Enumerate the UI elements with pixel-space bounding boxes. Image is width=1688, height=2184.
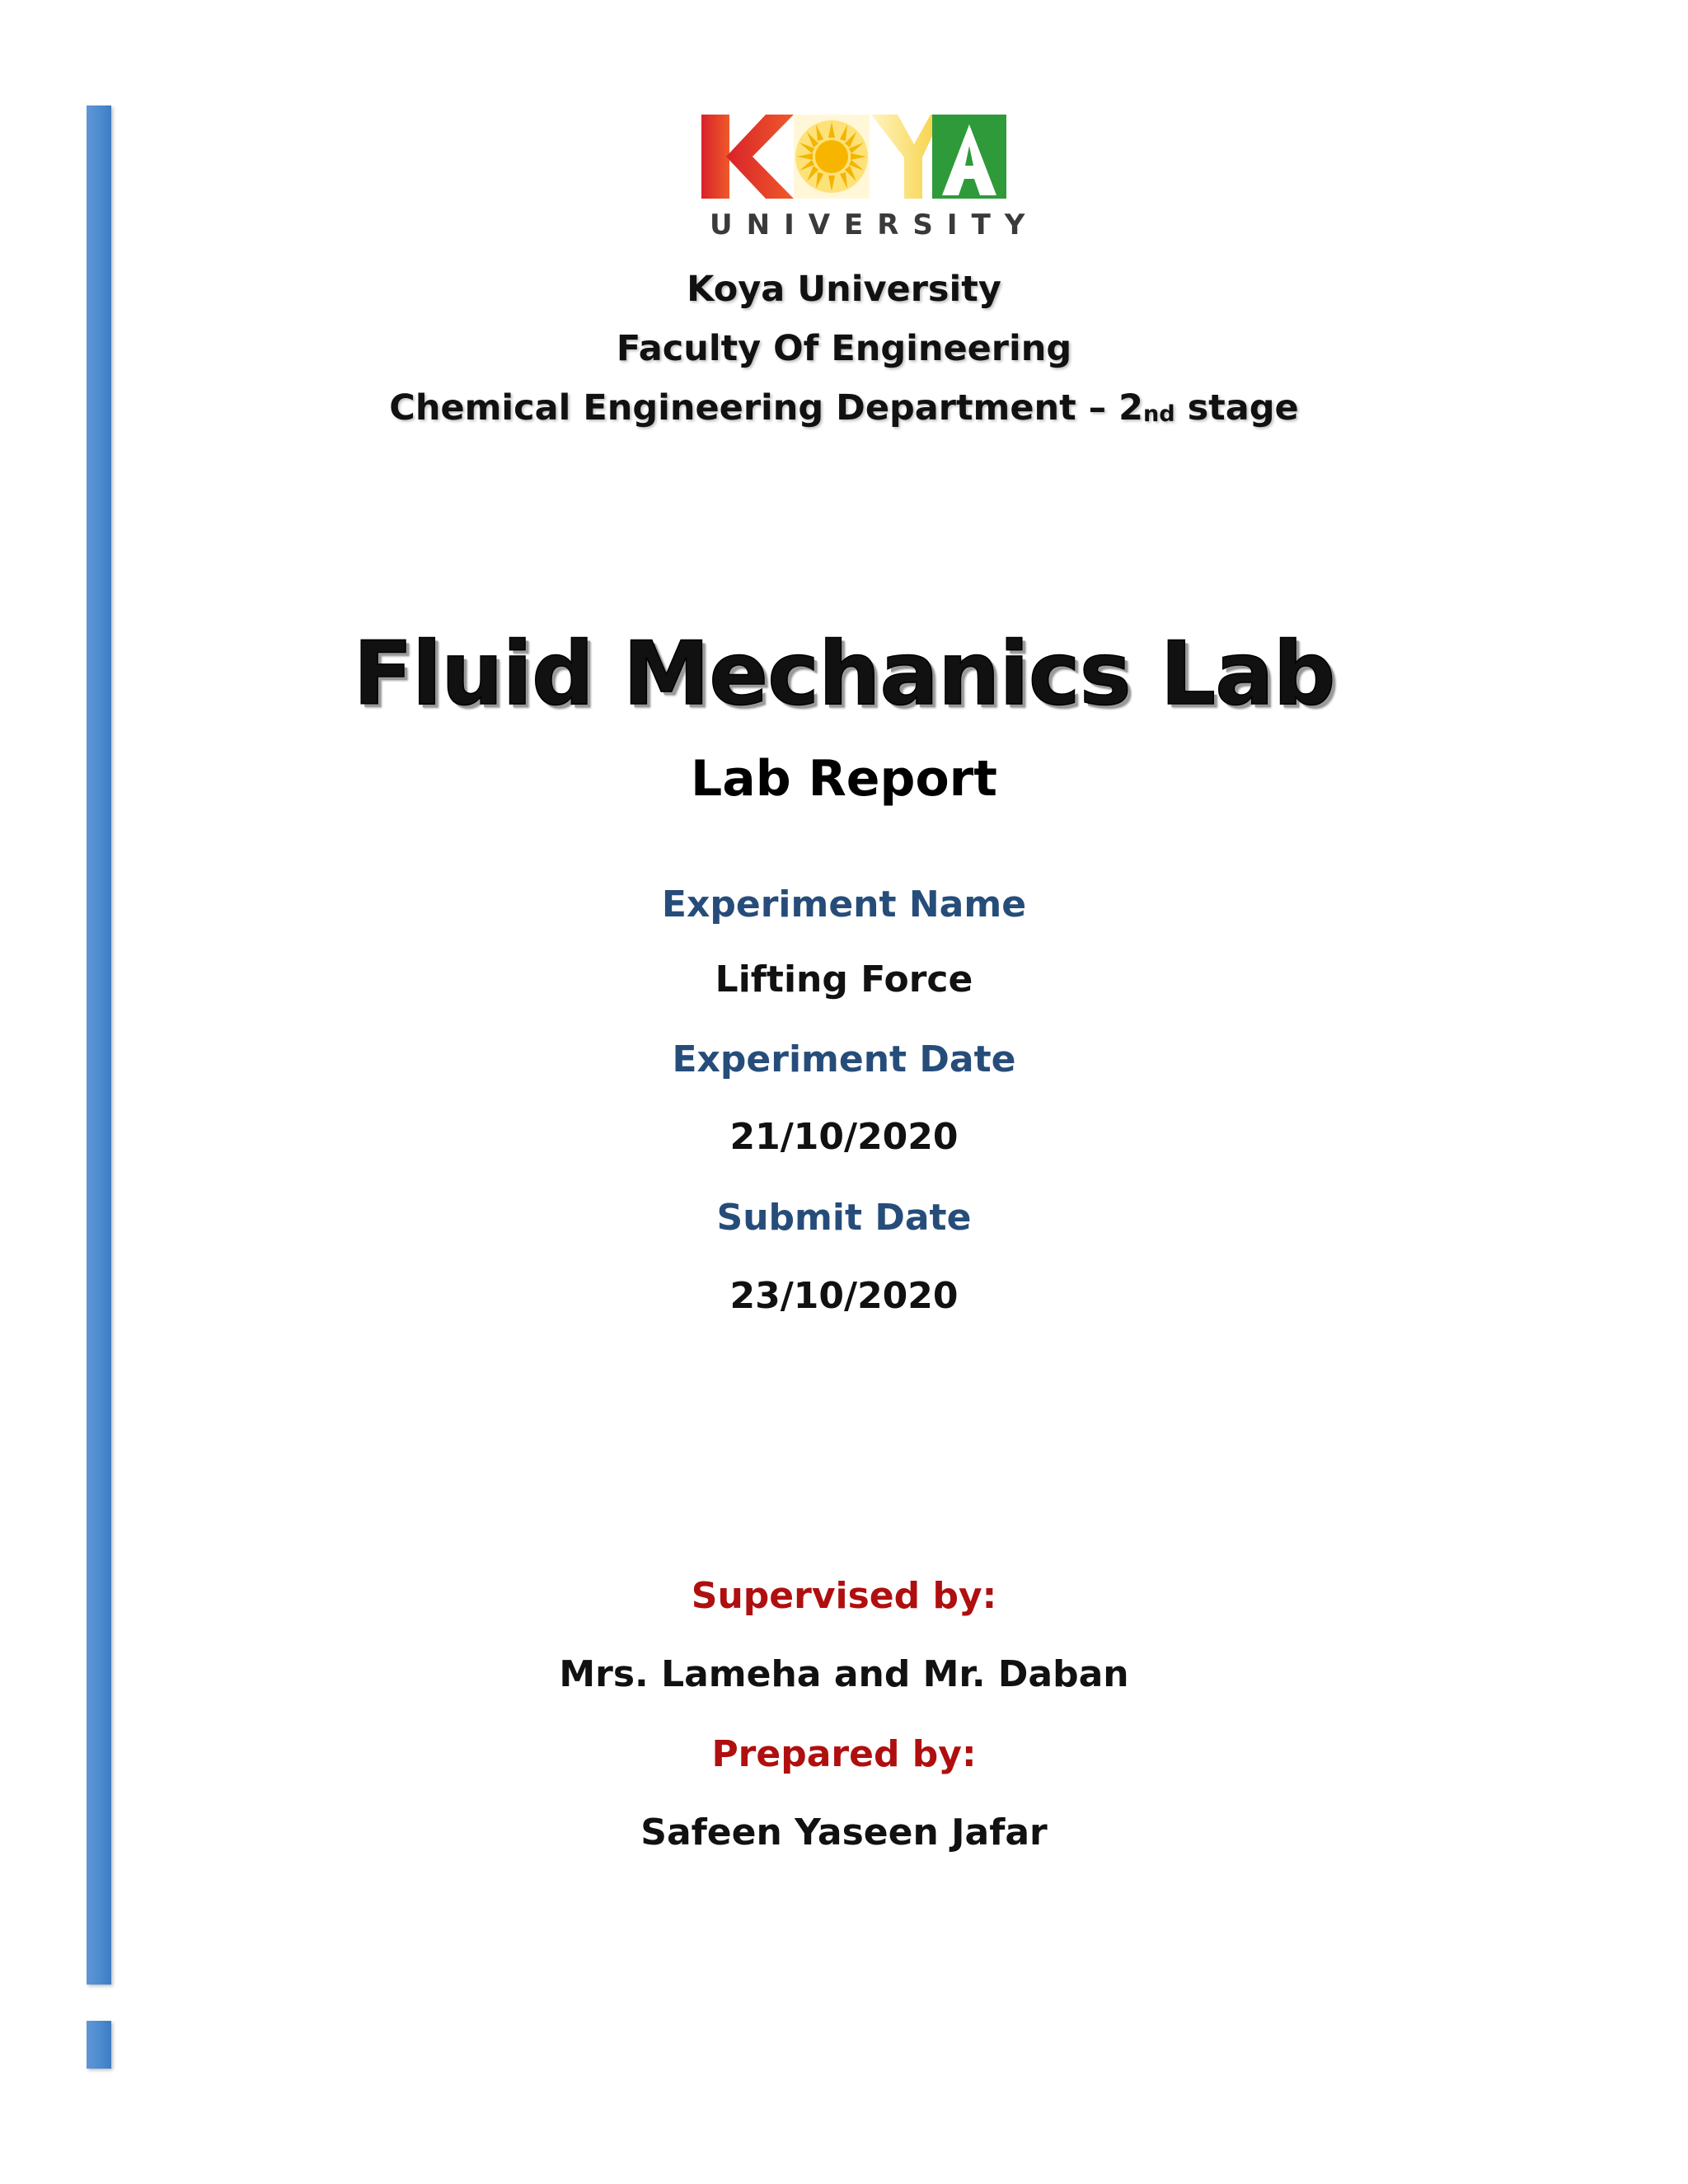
logo-letter-a [932, 115, 1006, 199]
department-prefix: Chemical Engineering Department – 2 [389, 387, 1144, 429]
logo-letter-k [701, 115, 794, 199]
department-ordinal: nd [1143, 401, 1175, 427]
experiment-date-value: 21/10/2020 [729, 1116, 959, 1158]
koya-university-logo [701, 111, 1039, 243]
logo-sun-o [794, 115, 870, 199]
department-suffix: stage [1175, 387, 1299, 429]
logo-letter-y [871, 115, 942, 199]
department-line [0, 387, 1688, 429]
report-subtitle: Lab Report [691, 750, 997, 808]
logo-university-text: UNIVERSITY [710, 209, 1039, 241]
faculty-name: Faculty Of Engineering [616, 328, 1072, 369]
submit-date-label: Submit Date [716, 1197, 972, 1239]
koya-wordmark-icon [701, 111, 1006, 202]
submit-date-value: 23/10/2020 [729, 1275, 959, 1317]
experiment-name-label: Experiment Name [661, 883, 1027, 926]
university-name: Koya University [687, 269, 1001, 310]
experiment-date-label: Experiment Date [672, 1038, 1016, 1080]
student-name: Safeen Yaseen Jafar [640, 1811, 1048, 1854]
prepared-by-label: Prepared by: [711, 1733, 977, 1775]
experiment-name-value: Lifting Force [715, 958, 973, 1001]
side-accent-bar-small [87, 2021, 111, 2069]
report-title: Fluid Mechanics Lab [353, 623, 1335, 724]
supervised-by-label: Supervised by: [691, 1575, 997, 1617]
supervisor-names: Mrs. Lameha and Mr. Daban [559, 1653, 1129, 1695]
